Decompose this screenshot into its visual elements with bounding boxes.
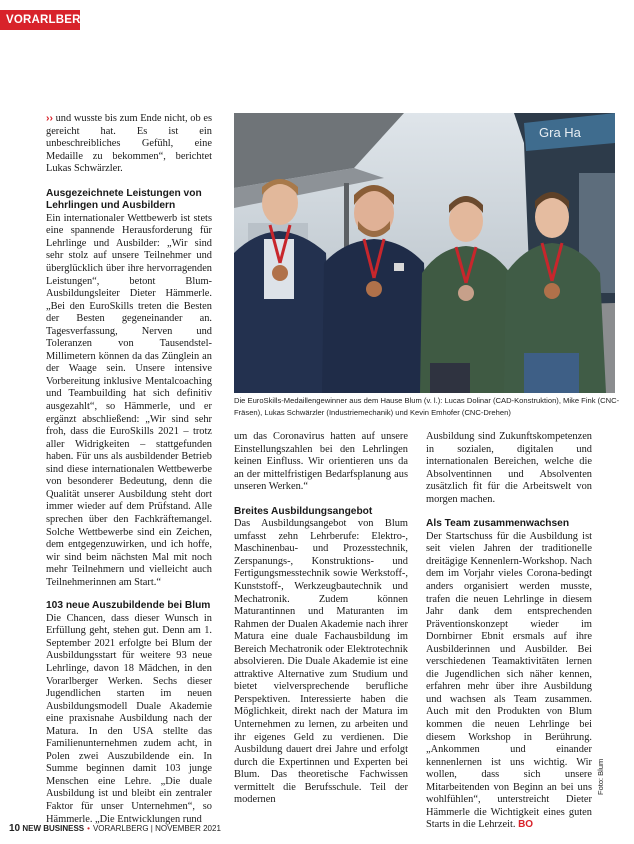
paragraph-zukunft: Ausbildung sind Zukunftskompetenzen in sozialen, digitalen und internationalen Bereichen, welche die Absolventinnen und Absolventen zusätzlich fit für die Arbeitswelt von morgen machen. <box>426 431 592 505</box>
column-3 <box>426 431 592 832</box>
magazine-name: NEW BUSINESS <box>22 824 85 833</box>
section-tag: VORARLBERG <box>0 10 80 30</box>
paragraph-continued: um das Coronavirus hatten auf unsere Einstellungszahlen bei den Lehrlingen keinen Einfluss. Wir orientieren uns da an der mittelfristigen Bedarfsplanung aus unseren Werken.“ <box>234 431 408 493</box>
intro-text: und wusste bis zum Ende nicht, ob es gereicht hat. Es ist ein unbeschreibliches Gefühl, eine Medaille zu bekommen“, berichtet Lukas Schwärzler. <box>46 113 212 175</box>
intro-paragraph <box>46 113 212 176</box>
continuation-arrow-icon: ›› <box>46 113 53 124</box>
paragraph-auszubildende: Die Chancen, dass dieser Wunsch in Erfüllung geht, stehen gut. Denn am 1. September 2021 erfolgte bei Blum der Ausbildungsstart für weitere 93 neue Lehrlinge, davon 18 Mädchen, in den Vorarlberger Werken. Sechs dieser Jugendlichen starten im neuen Ausbildungsmodell Duale Akademie eine praxisnahe Ausbildung nach der Matura. In den USA stellte das Familienunternehmen zudem acht, in Polen zwei Auszubildende ein. In Summe beginnen damit 103 junge Menschen eine Lehre. „Die duale Ausbildung ist und bleibt ein zentraler Faktor für unser Unternehmen“, so Hämmerle. „Die Entwicklungen rund <box>46 612 212 825</box>
subheading-team: Als Team zusammenwachsen <box>426 518 570 530</box>
paragraph-leistungen: Ein internationaler Wettbewerb ist stets eine spannende Herausforderung für Lehrlinge und Ausbilder: „Wir sind sehr stolz auf unsere Teilnehmer und überglücklich über ihre hervorragenden Leistungen“, betont Blum-Ausbildungsleiter Dieter Hämmerle. „Bei den EuroSkills treten die Besten der Besten gegeneinander an. Tagesverfassung, Nerven und Toleranzen von Tausendstel-Millimetern können da das Zünglein an der Waage sein. Unsere intensive Vorbereitung inklusive Mentalcoaching und Teambuilding hat sich definitiv ausgezahlt“, so Hämmerle, und er ergänzt abschließend: „Wir sind sehr froh, dass die EuroSkills 2021 – trotz aller Widrigkeiten – stattgefunden haben. Für uns als ausbildender Betrieb sind diese internationalen Wettbewerbe von besonderer Bedeutung, denn die Qualität unserer Ausbildung steht dort immer wieder auf dem Prüfstand. Alle sprechen über den Fachkräftemangel. Solche Wettbewerbe sind ein Zeichen, dem entgegenzuwirken, und ich hoffe, wir sind beim nächsten Mal mit noch mehr Teilnehmern und vielleicht auch Teilnehmerinnen am Start.“ <box>46 212 212 588</box>
author-end-mark: BO <box>518 819 534 831</box>
footer-separator: • <box>87 824 90 833</box>
team-text: Der Startschuss für die Ausbildung ist seit vielen Jahren der traditionelle dreitägige Kennenlern-Workshop. Nach dem im Vorjahr vieles Corona-bedingt anders organisiert werden musste, trafen die neuen Lehrlinge in diesem Jahr dank dem entsprechenden Präventionskonzept wieder im Dornbirner Ebnit ersmals auf ihre Ausbilderinnen und Ausbilder. Bei verschiedenen Teamaktivitäten lernen die Jugendlichen sich näher kennen, erfahren mehr über ihre Ausbildung und wachsen als Team zusammen. Auch mit den Produkten von Blum kommen die neuen Lehrlinge bei diesem Workshop in Berührung. „Ankommen und einander kennenlernen ist uns wichtig. Wir wollen, dass sich unsere Mitarbeitenden von Beginn an bei uns wohlfühlen“, unterstreicht Dieter Hämmerle die Wichtigkeit eines guten Starts in die Lehrzeit. <box>426 530 592 831</box>
column-1 <box>46 113 212 826</box>
medal-winners-photo <box>234 113 615 393</box>
page-footer <box>9 823 221 834</box>
photo-caption: Die EuroSkills-Medaillengewinner aus dem Hause Blum (v. l.): Lucas Dolinar (CAD-Konstruktion), Mike Fink (CNC-Fräsen), Lukas Schwärzler (Industriemechanik) und Kevin Emhofer (CNC-Drehen) <box>234 396 620 417</box>
footer-region: VORARLBERG <box>92 824 149 833</box>
subheading-ausbildungsangebot: Breites Ausbildungsangebot <box>234 505 373 517</box>
paragraph-ausbildungsangebot: Das Ausbildungsangebot von Blum umfasst zehn Lehrberufe: Elektro-, Maschinenbau- und Prozesstechnik, Zerspanungs-, Konstruktions- und Fertigungsmesstechnik sowie Werkstoff-, Kunststoff-, Werkzeugbautechnik und Mechatronik. Zudem können Maturantinnen und Maturanten im Rahmen der Dualen Akademie nach ihrer Matura eine duale Fachausbildung im Bereich Mechatronik oder Elektrotechnik absolvieren. Die Duale Akademie ist eine attraktive Alternative zum Studium und bietet vielversprechende berufliche Perspektiven. Interessierte haben die Möglichkeit, direkt nach der Matura im Unternehmen zu lernen, zu arbeiten und ihr eigenes Geld zu verdienen. Die Ausbildung dauert drei Jahre und erfolgt durch die Expertinnen und Experten bei Blum. Das theoretische Fachwissen vermittelt die Berufsschule. Teil der modernen <box>234 518 408 806</box>
footer-divider: | <box>150 824 153 833</box>
subheading-leistungen: Ausgezeichnete Leistungen von Lehrlingen und Ausbildern <box>46 187 202 212</box>
subheading-auszubildende: 103 neue Auszubildende bei Blum <box>46 600 211 612</box>
photo-illustration <box>234 113 615 393</box>
page-number: 10 <box>9 823 21 834</box>
paragraph-team <box>426 531 592 832</box>
column-2 <box>234 431 408 807</box>
issue-date: NOVEMBER 2021 <box>155 824 221 833</box>
station-sign-text: Gra Ha <box>539 125 581 140</box>
photo-credit: Foto: Blum <box>596 758 605 795</box>
